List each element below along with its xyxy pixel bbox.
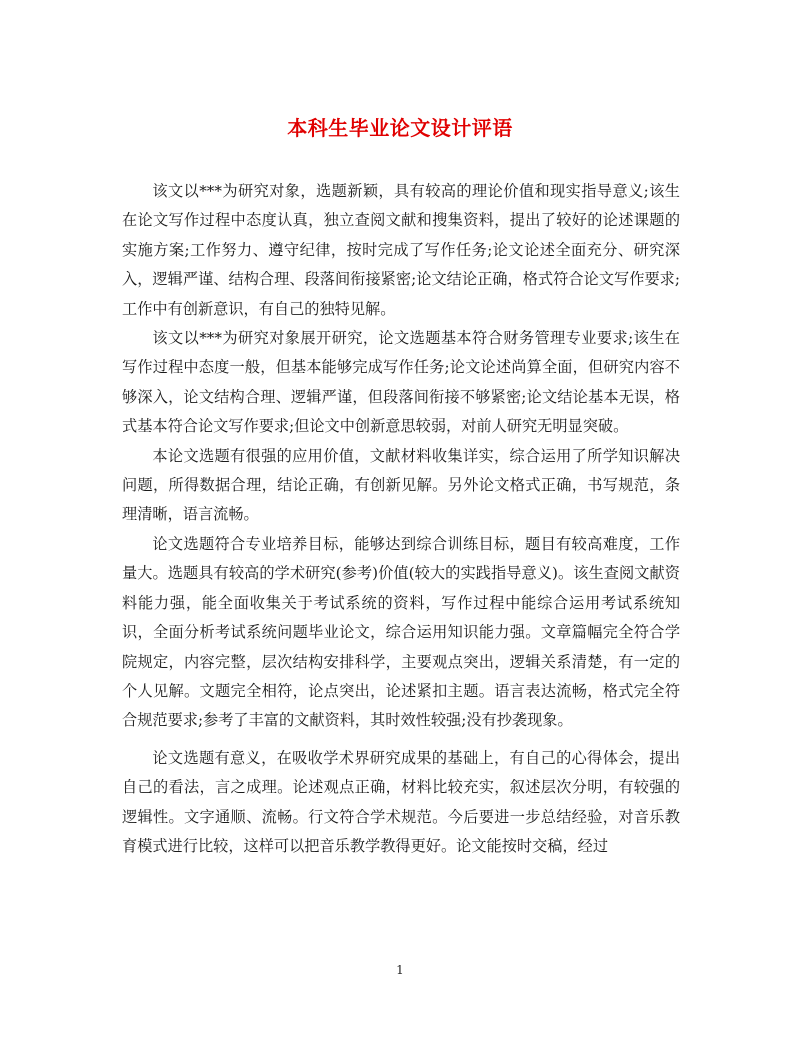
paragraph-3: 本论文选题有很强的应用价值，文献材料收集详实，综合运用了所学知识解决问题，所得数据合理，结论正确，有创新见解。另外论文格式正确，书写规范，条理清晰，语言流畅。 — [122, 446, 680, 524]
paragraph-5: 论文选题有意义，在吸收学术界研究成果的基础上，有自己的心得体会，提出自己的看法，言之成理。论述观点正确，材料比较充实，叙述层次分明，有较强的逻辑性。文字通顺、流畅。行文符合学术规范。今后要进一步总结经验，对音乐教育模式进行比较，这样可以把音乐教学教得更好。论文能按时交稿，经过 — [122, 748, 680, 855]
document-title: 本科生毕业论文设计评语 — [287, 116, 513, 140]
document-body — [122, 177, 680, 861]
paragraph-4: 论文选题符合专业培养目标，能够达到综合训练目标，题目有较高难度，工作量大。选题具有较高的学术研究(参考)价值(较大的实践指导意义)。该生查阅文献资料能力强，能全面收集关于考试系统的资料，写作过程中能综合运用考试系统知识，全面分析考试系统问题毕业论文，综合运用知识能力强。文章篇幅完全符合学院规定，内容完整，层次结构安排科学，主要观点突出，逻辑关系清楚，有一定的个人见解。文题完全相符，论点突出，论述紧扣主题。语言表达流畅，格式完全符合规范要求;参考了丰富的文献资料，其时效性较强;没有抄袭现象。 — [122, 534, 680, 730]
page-number: 1 — [396, 963, 404, 977]
paragraph-2: 该文以***为研究对象展开研究，论文选题基本符合财务管理专业要求;该生在写作过程中态度一般，但基本能够完成写作任务;论文论述尚算全面，但研究内容不够深入，论文结构合理、逻辑严谨，但段落间衔接不够紧密;论文结论基本无误，格式基本符合论文写作要求;但论文中创新意思较弱，对前人研究无明显突破。 — [122, 329, 680, 436]
paragraph-1: 该文以***为研究对象，选题新颖，具有较高的理论价值和现实指导意义;该生在论文写作过程中态度认真，独立查阅文献和搜集资料，提出了较好的论述课题的实施方案;工作努力、遵守纪律，按时完成了写作任务;论文论述全面充分、研究深入，逻辑严谨、结构合理、段落间衔接紧密;论文结论正确，格式符合论文写作要求;工作中有创新意识，有自己的独特见解。 — [122, 182, 680, 318]
